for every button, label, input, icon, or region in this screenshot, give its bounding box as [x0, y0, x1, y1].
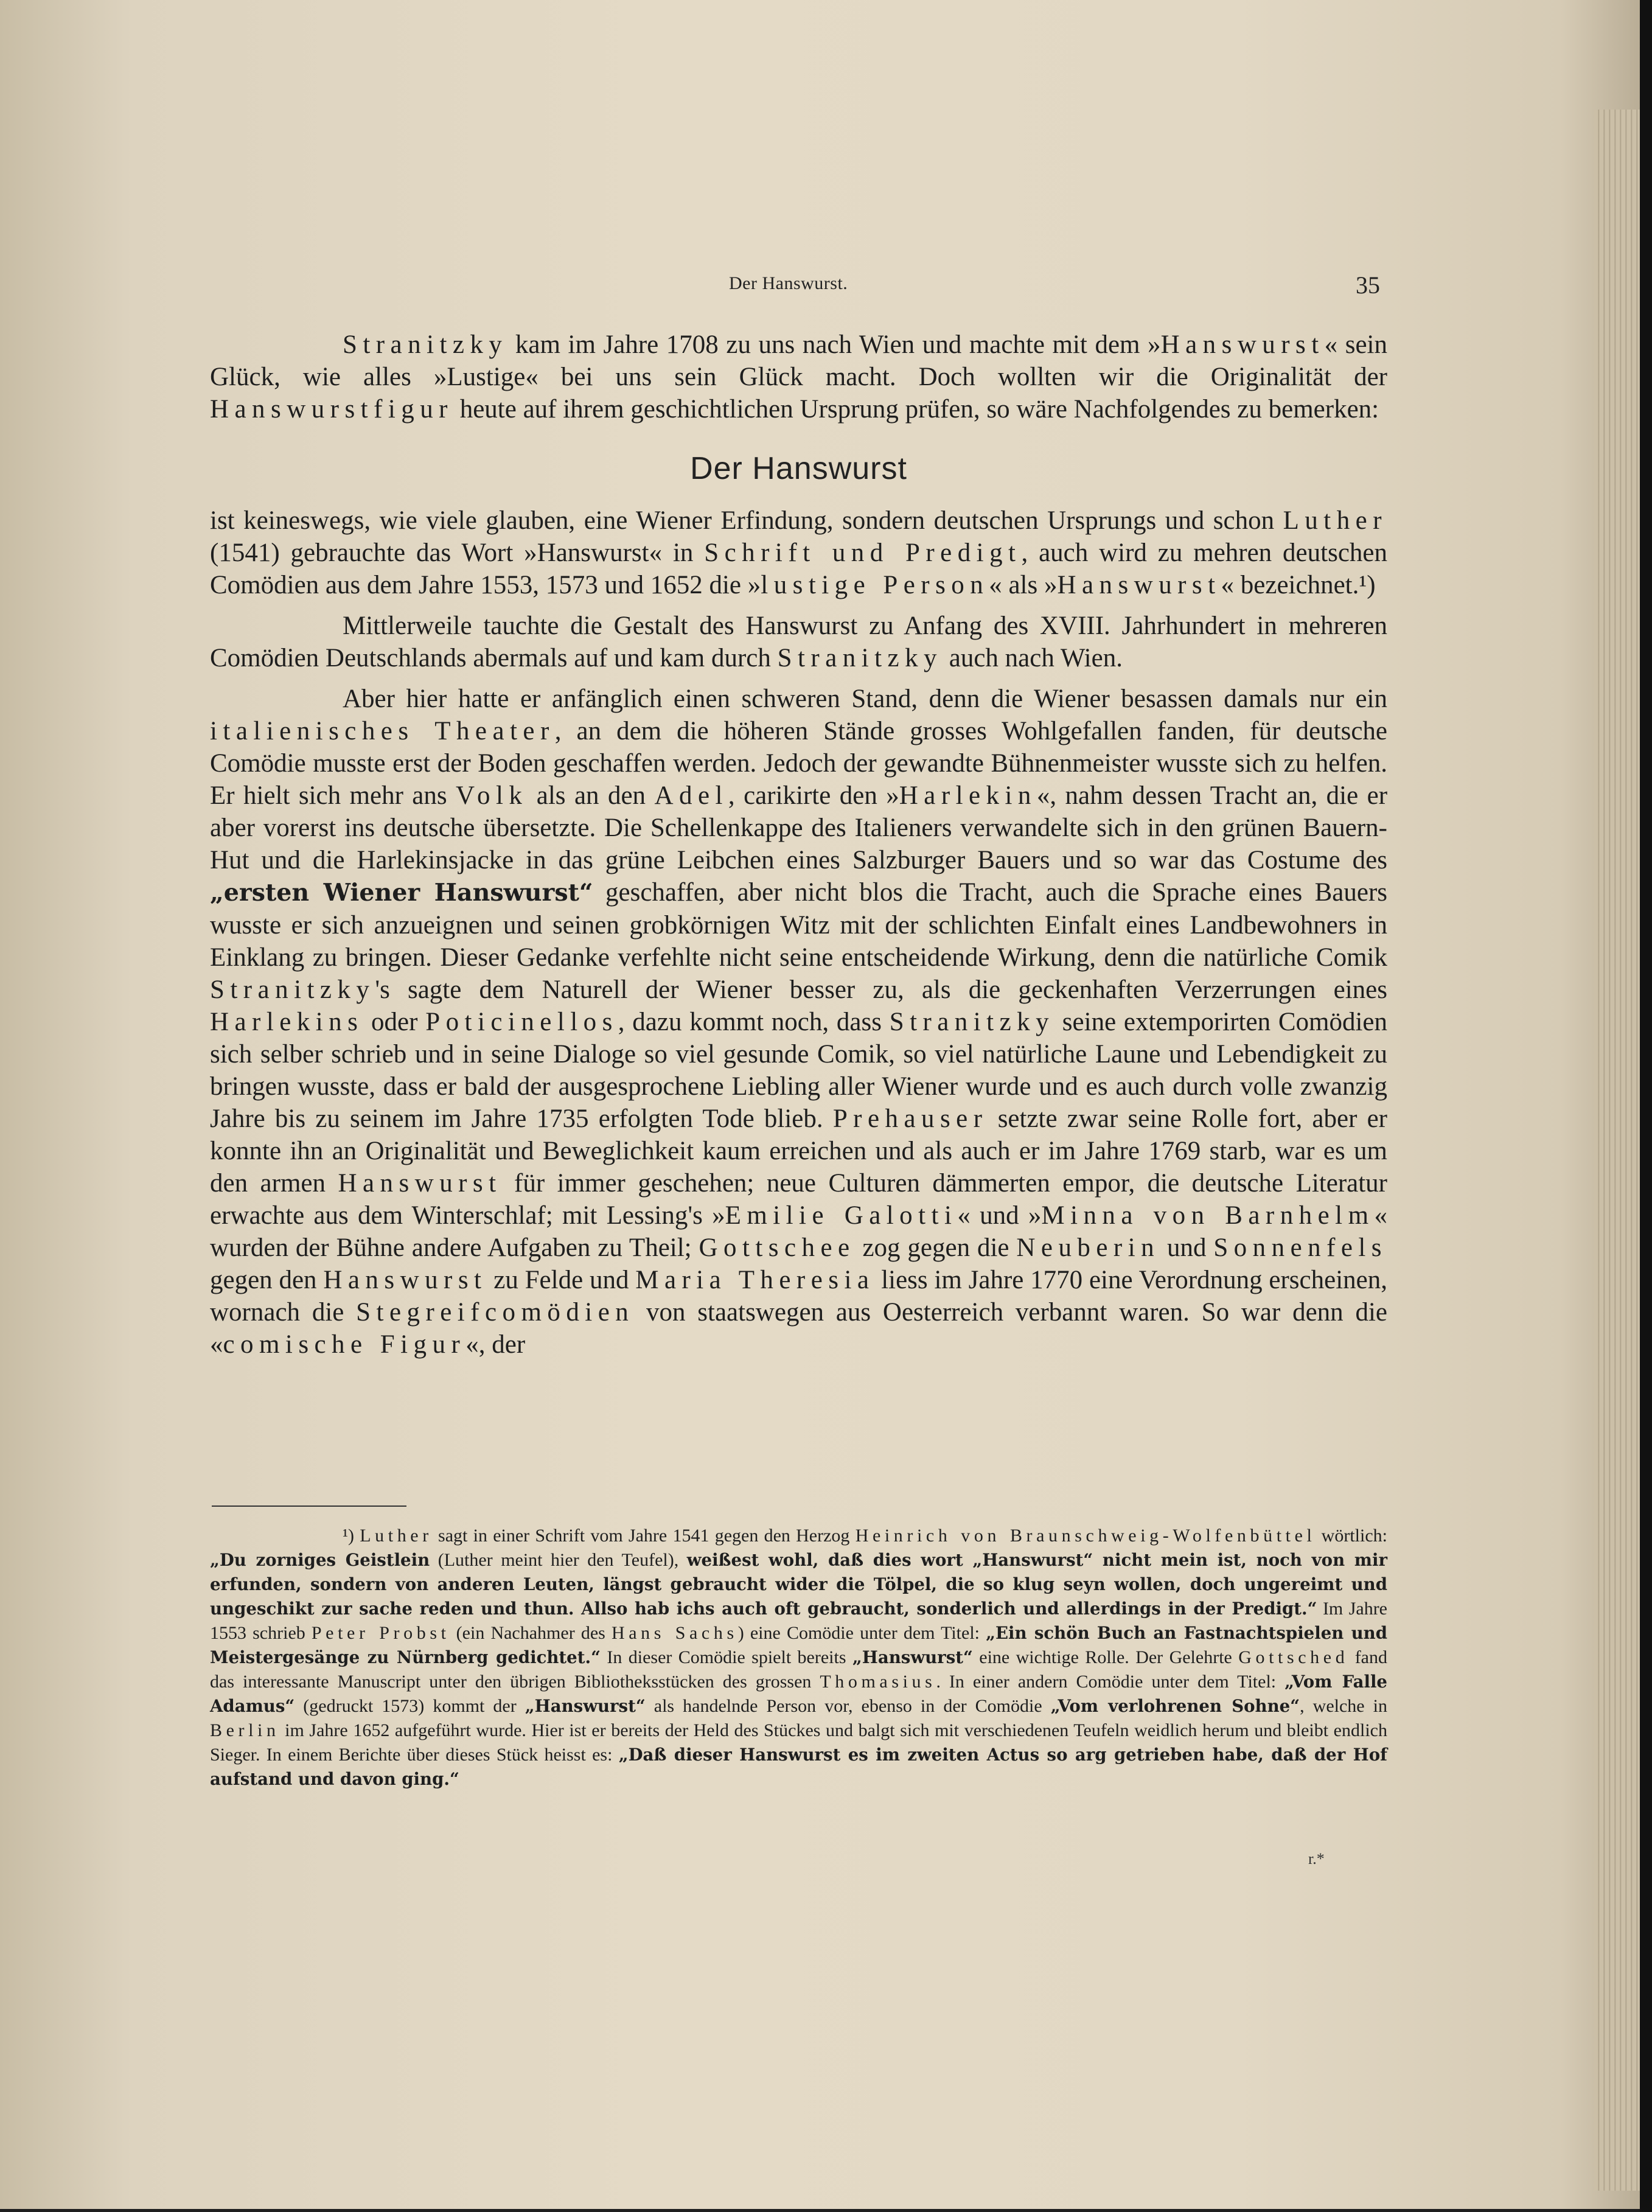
name-hanswurstfigur: Hanswurstfigur — [210, 395, 453, 424]
text-run: für immer geschehen; neue Culturen dämmerten empor, die deutsche Literatur erwachte aus dem Winterschlaf; mit Lessing's » — [210, 1169, 1387, 1230]
name-neuberin: Neuberin — [1016, 1233, 1160, 1262]
spaced-phrase: Stegreifcomödien — [356, 1298, 635, 1327]
text-run: zu Felde und — [487, 1266, 636, 1294]
footnote-rule — [212, 1505, 406, 1507]
name-harlekin: Harlekin — [899, 781, 1037, 810]
name-luther: Luther — [1283, 506, 1387, 535]
fraktur-phrase: „Hanswurst“ — [525, 1696, 646, 1716]
text-run: und — [1160, 1233, 1214, 1262]
spaced-phrase: Volk — [456, 781, 528, 810]
text-run: , auch wird zu mehren deutschen Comödien aus dem Jahre 1553, 1573 und 1652 die » — [210, 539, 1387, 599]
title-minna-von-barnhelm: Minna von Barnhelm — [1041, 1201, 1375, 1230]
text-run: , an dem die höheren Stände grosses Wohlgefallen fanden, für deutsche Comödie musste erst der Boden geschaffen werden. Jedoch der gewandte Bühnenmeister wusste sich zu helfen. Er hielt sich mehr ans — [210, 717, 1387, 810]
name-hanswurst: Hanswurst — [1160, 330, 1325, 359]
text-run: auch nach Wien. — [943, 644, 1123, 672]
text-run: fand das interessante Manuscript unter den übrigen Bibliotheksstücken des grossen — [210, 1647, 1387, 1692]
text-run: (Luther meint hier den Teufel), — [430, 1550, 687, 1570]
text-run: liess im Jahre 1770 eine Verordnung erscheinen, wornach die — [210, 1266, 1387, 1327]
spaced-phrase: Schrift und Predigt — [704, 539, 1022, 567]
page-header — [0, 271, 1643, 307]
text-run: Aber hier hatte er anfänglich einen schweren Stand, denn die Wiener besassen damals nur ein — [343, 685, 1387, 713]
name-heinrich: Heinrich von Braunschweig-Wolfenbüttel — [855, 1526, 1316, 1546]
name-thomasius: Thomasius — [820, 1672, 936, 1692]
fraktur-phrase: „Vom Falle Adamus“ — [210, 1672, 1387, 1716]
fraktur-phrase: „Hanswurst“ — [852, 1647, 973, 1667]
text-run: Mittlerweile tauchte die Gestalt des Hanswurst zu Anfang des XVIII. Jahrhundert in mehreren Comödien Deutschlands abermals auf und kam durch — [210, 612, 1387, 672]
text-run: gegen den — [210, 1266, 324, 1294]
fraktur-phrase: weißest wohl, daß dies wort „Hanswurst“ nicht mein ist, noch von mir erfunden, sondern von anderen Leuten, längst gebraucht wider die Tölpel, die so klug seyn wollen, doch ungereimt und ungeschikt zur sache reden und thun. Allso hab ichs auch oft gebraucht, sonderlich und allerdings in der Predigt.“ — [210, 1550, 1387, 1619]
section-heading: Der Hanswurst — [690, 451, 907, 486]
text-run: (1541) gebrauchte das Wort »Hanswurst« in — [210, 539, 705, 567]
fraktur-phrase: „Du zorniges Geistlein — [210, 1550, 430, 1570]
text-run: « sein Glück, wie alles »Lustige« bei uns sein Glück macht. Doch wollten wir die Originalität der — [210, 330, 1387, 391]
name-hanswurst: Hanswurst — [323, 1266, 487, 1294]
text-run: kam im Jahre 1708 zu uns nach Wien und machte mit dem » — [507, 330, 1161, 359]
name-stranitzky: Stranitzky — [777, 644, 943, 672]
name-stranitzky: Stranitzky — [210, 975, 375, 1004]
text-run: , carikirte den » — [728, 781, 899, 810]
text-run: . In einer andern Comödie unter dem Titel: — [936, 1672, 1285, 1692]
text-run: zog gegen die — [855, 1233, 1017, 1262]
name-harlekins: Harlekins — [210, 1008, 364, 1036]
fraktur-phrase: „ersten Wiener Hanswurst“ — [210, 879, 593, 907]
text-run: von staatswegen aus Oesterreich verbannt waren. So war denn die « — [210, 1298, 1387, 1359]
text-run: « als » — [989, 571, 1058, 599]
text-run: « und » — [957, 1201, 1042, 1230]
running-title: Der Hanswurst. — [729, 273, 848, 293]
fraktur-phrase: „Vom verlohrenen Sohne“ — [1050, 1696, 1300, 1716]
name-poticinellos: Poticinellos — [425, 1008, 618, 1036]
name-stranitzky: Stranitzky — [889, 1008, 1055, 1036]
name-berlin: Berlin — [210, 1720, 280, 1740]
text-run: « bezeichnet.¹) — [1221, 571, 1376, 599]
scan-border — [1640, 0, 1652, 2212]
text-run: ist keineswegs, wie viele glauben, eine Wiener Erfindung, sondern deutschen Ursprungs und schon — [210, 506, 1283, 535]
spaced-phrase: Adel — [654, 781, 728, 810]
signature-mark: r.* — [1308, 1850, 1325, 1868]
spaced-phrase: comische Figur — [223, 1330, 466, 1359]
name-luther: Luther — [360, 1526, 433, 1546]
page-edge-stack — [1594, 110, 1643, 2191]
text-run: ) eine Comödie unter dem Titel: — [737, 1623, 986, 1643]
footnote-marker: ¹) — [343, 1526, 360, 1546]
text-run: (ein Nachahmer des — [450, 1623, 612, 1643]
text-run: In dieser Comödie spielt bereits — [600, 1647, 852, 1667]
spaced-phrase: lustige Person — [761, 571, 989, 599]
text-run: wörtlich: — [1316, 1526, 1387, 1546]
text-run: , welche in — [1300, 1696, 1387, 1716]
text-run: oder — [363, 1008, 426, 1036]
text-run: « wurden der Bühne andere Aufgaben zu Theil; — [210, 1201, 1387, 1262]
text-run: geschaffen, aber nicht blos die Tracht, auch die Sprache eines Bauers wusste er sich anzueignen und seinen grobkörnigen Witz mit der schlichten Einfalt eines Landbewohners in Einklang zu bringen. Dieser Gedanke verfehlte nicht seine entscheidende Wirkung, denn die natürliche Comik — [210, 878, 1388, 972]
text-run: als an den — [528, 781, 655, 810]
text-run: seine extemporirten Comödien sich selber schrieb und in seine Dialoge so viel gesunde Comik, so viel natürliche Laune und Lebendigkeit zu bringen wusste, dass er bald der ausgesprochene Liebling aller Wiener wurde und es auch durch volle zwanzig Jahre bis zu seinem im Jahre 1735 erfolgten Tode blieb. — [210, 1008, 1388, 1133]
name-maria-theresia: Maria Theresia — [635, 1266, 875, 1294]
text-run: (gedruckt 1573) kommt der — [295, 1696, 525, 1716]
title-emilie-galotti: Emilie Galotti — [725, 1201, 958, 1230]
fraktur-phrase: „Ein schön Buch an Fastnachtspielen und Meistergesänge zu Nürnberg gedichtet.“ — [210, 1623, 1387, 1667]
fraktur-phrase: „Daß dieser Hanswurst es im zweiten Actus so arg getrieben habe, daß der Hof aufstand und davon ging.“ — [210, 1745, 1387, 1789]
text-run: sagt in einer Schrift vom Jahre 1541 gegen den Herzog — [432, 1526, 856, 1546]
paragraph-1 — [210, 504, 1387, 601]
name-hanswurst: Hanswurst — [338, 1169, 502, 1198]
name-hans-sachs: Hans Sachs — [611, 1623, 738, 1643]
name-hanswurst: Hanswurst — [1057, 571, 1221, 599]
text-run: heute auf ihrem geschichtlichen Ursprung prüfen, so wäre Nachfolgendes zu bemerken: — [453, 395, 1379, 424]
paragraph-2 — [210, 610, 1387, 674]
paragraph-3 — [210, 683, 1387, 1361]
text-run: Im Jahre 1553 schrieb — [210, 1599, 1388, 1643]
intro-paragraph — [210, 329, 1387, 425]
text-run: setzte zwar seine Rolle fort, aber er konnte ihn an Originalität und Beweglichkeit kaum erreichen und als auch er im Jahre 1769 starb, war es um den armen — [210, 1104, 1387, 1198]
footnote — [210, 1524, 1387, 1792]
name-gottschee: Gottschee — [699, 1233, 856, 1262]
text-run: «, der — [465, 1330, 526, 1359]
footnote-paragraph — [210, 1524, 1387, 1792]
name-prehauser: Prehauser — [832, 1104, 988, 1133]
spaced-phrase: italienisches Theater — [210, 717, 555, 745]
name-peter-probst: Peter Probst — [311, 1623, 450, 1643]
text-run: 's sagte dem Naturell der Wiener besser zu, als die geckenhaften Verzerrungen eines — [375, 975, 1387, 1004]
text-run: im Jahre 1652 aufgeführt wurde. Hier ist er bereits der Held des Stückes und balgt sich mit verschiedenen Teufeln weidlich herum und bleibt endlich Sieger. In einem Berichte über dieses Stück heisst es: — [210, 1720, 1387, 1765]
name-sonnenfels: Sonnenfels — [1213, 1233, 1387, 1262]
text-run: «, nahm dessen Tracht an, die er aber vorerst ins deutsche übersetzte. Die Schellenkappe des Italieners verwandelte sich in den grünen Bauern-Hut und die Harlekinsjacke in das grüne Leibchen eines Salzburger Bauers und so war das Costume des — [210, 781, 1388, 874]
text-run: eine wichtige Rolle. Der Gelehrte — [972, 1647, 1239, 1667]
page-number: 35 — [1356, 271, 1380, 299]
text-run: , dazu kommt noch, dass — [618, 1008, 890, 1036]
name-gottsched: Gottsched — [1238, 1647, 1349, 1667]
main-text — [210, 329, 1387, 1361]
text-run: als handelnde Person vor, ebenso in der Comödie — [645, 1696, 1051, 1716]
name-stranitzky: Stranitzky — [343, 330, 508, 359]
